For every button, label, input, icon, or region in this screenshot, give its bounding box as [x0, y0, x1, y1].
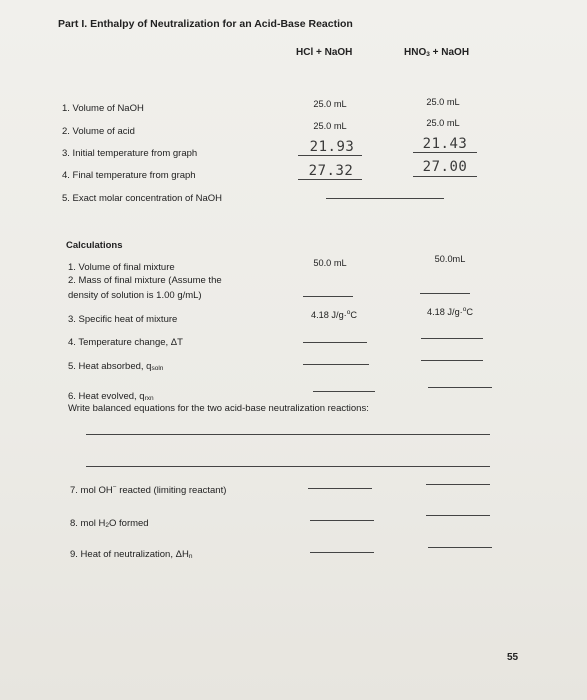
row-final-temp-label: 4. Final temperature from graph: [62, 170, 196, 181]
answer-line: [298, 155, 362, 156]
row-volume-naoh-label: 1. Volume of NaOH: [62, 103, 144, 114]
answer-line: [303, 296, 353, 297]
calc-heat-evolved-label: 6. Heat evolved, qrxn: [68, 391, 154, 402]
calc-specific-heat-label: 3. Specific heat of mixture: [68, 314, 178, 325]
answer-line: [310, 552, 374, 553]
row-naoh-concentration-label: 5. Exact molar concentration of NaOH: [62, 193, 222, 204]
answer-line: [420, 293, 470, 294]
calc-mol-water-label: 8. mol H2O formed: [70, 518, 149, 529]
answer-line: [308, 488, 372, 489]
calc-volume-final-hcl-value: 50.0 mL: [313, 258, 347, 268]
row-initial-temp-label: 3. Initial temperature from graph: [62, 148, 198, 159]
section-title: Part I. Enthalpy of Neutralization for an Acid-Base Reaction: [58, 18, 353, 30]
answer-line: [428, 387, 492, 388]
calculations-heading: Calculations: [66, 240, 123, 251]
calc-heat-neutralization-label: 9. Heat of neutralization, ΔHn: [70, 549, 193, 560]
answer-line: [428, 547, 492, 548]
column-header-hcl-naoh: HCl + NaOH: [296, 47, 353, 58]
calc-specific-heat-hcl-value: 4.18 J/g·$^o$C: [310, 309, 357, 320]
row-final-temp-hno3-value: 27.00: [422, 159, 468, 175]
answer-line: [426, 484, 490, 485]
calc-volume-final-hno3-value: 50.0mL: [434, 254, 466, 264]
calc-temp-change-label: 4. Temperature change, ΔT: [68, 337, 183, 348]
page-number: 55: [507, 652, 519, 663]
answer-line: [421, 338, 483, 339]
row-initial-temp-hno3-value: 21.43: [422, 136, 468, 152]
row-initial-temp-hcl-value: 21.93: [309, 139, 355, 155]
row-volume-acid-hcl-value: 25.0 mL: [313, 121, 347, 131]
row-volume-naoh-hcl-value: 25.0 mL: [313, 99, 347, 109]
calc-mass-final-label-line1: 2. Mass of final mixture (Assume the: [68, 275, 222, 286]
column-header-hno3-naoh: HNO3 + NaOH: [404, 47, 470, 58]
answer-line: [413, 152, 477, 153]
equation-line-2: [86, 466, 490, 467]
answer-line: [426, 515, 490, 516]
calc-heat-absorbed-label: 5. Heat absorbed, qsoln: [68, 361, 164, 372]
answer-line: [421, 360, 483, 361]
row-final-temp-hcl-value: 27.32: [308, 163, 354, 179]
answer-line: [413, 176, 477, 177]
calc-specific-heat-hno3-value: 4.18 J/g·$^o$C: [426, 306, 473, 317]
calc-mol-oh-label: 7. mol OH− reacted (limiting reactant): [70, 484, 227, 496]
answer-line: [326, 198, 444, 199]
balanced-equations-instruction: Write balanced equations for the two acid-base neutralization reactions:: [68, 403, 369, 414]
equation-line-1: [86, 434, 490, 435]
answer-line: [298, 179, 362, 180]
answer-line: [303, 342, 367, 343]
answer-line: [303, 364, 369, 365]
calc-mass-final-label-line2: density of solution is 1.00 g/mL): [68, 290, 202, 301]
row-volume-acid-label: 2. Volume of acid: [62, 126, 135, 137]
answer-line: [310, 520, 374, 521]
calc-volume-final-label: 1. Volume of final mixture: [68, 262, 175, 273]
answer-line: [313, 391, 375, 392]
row-volume-naoh-hno3-value: 25.0 mL: [426, 97, 460, 107]
row-volume-acid-hno3-value: 25.0 mL: [426, 118, 460, 128]
